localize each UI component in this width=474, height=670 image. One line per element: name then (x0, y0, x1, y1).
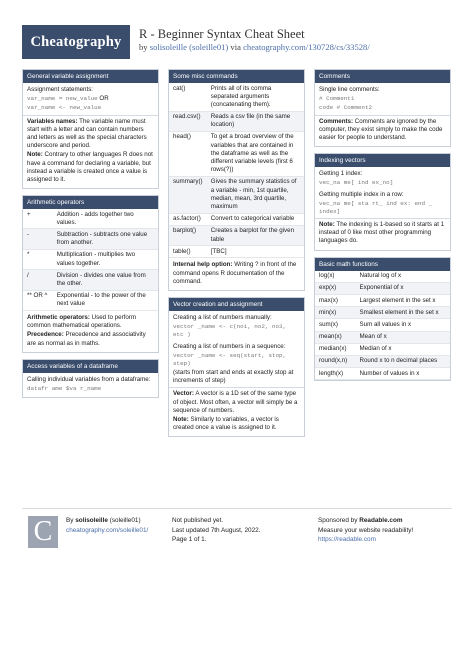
function: log(x) (315, 271, 356, 283)
block-title: Access variables of a dataframe (23, 360, 158, 373)
command-desc: To get a broad overview of the variables that are contained in the dataframe as well as the different variable levels (first 6 rows(?)) (207, 131, 304, 176)
table-row (169, 176, 304, 213)
description: Comments are ignored by the computer, they exist simply to make the code easier for people to understand. (319, 117, 443, 141)
code-snippet: datafr ame $va r_name (27, 384, 102, 392)
block-title: Basic math functions (315, 258, 450, 271)
block-title: Indexing vectors (315, 154, 450, 167)
arithmetic-block (22, 195, 159, 353)
publish-status: Not published yet. (172, 517, 224, 524)
description: Used to perform common mathematical operations. (27, 313, 137, 330)
command: summary() (169, 176, 207, 213)
command: as.factor() (169, 213, 207, 225)
comments-block (314, 69, 451, 147)
last-updated: Last updated 7th August, 2022. (172, 526, 261, 534)
page-title: R - Beginner Syntax Cheat Sheet (139, 27, 305, 41)
command-desc: Prints all of its comma separated arguments (concatenating them). (207, 83, 304, 111)
description: The indexing is 1-based so it starts at 1 instead of 0 like most other programming languages do. (319, 221, 445, 245)
operator: / (23, 270, 53, 290)
bold-label: Internal help option: (173, 261, 233, 269)
code-snippet: vector _name <- c(no1, no2, no3, etc ) (173, 323, 287, 339)
table-row (169, 111, 304, 131)
footer-author-link[interactable]: cheatography.com/soleille01/ (66, 526, 149, 534)
function-desc: Mean of x (356, 331, 451, 343)
code-snippet: vector _name <- seq(start, stop, step) (173, 351, 287, 367)
function-desc: Round x to n decimal places (356, 355, 451, 367)
code-snippet: var_name <- new_value (27, 104, 102, 112)
table-row (169, 213, 304, 225)
code-snippet: vec_na me[ ind ex_no] (319, 179, 394, 187)
misc-commands-table (169, 83, 304, 258)
page-header (22, 25, 452, 61)
block-title: General variable assignment (23, 70, 158, 83)
table-row (315, 343, 450, 355)
function: median(x) (315, 343, 356, 355)
table-row (315, 319, 450, 331)
author-avatar[interactable]: C (28, 516, 58, 548)
description: Getting multiple index in a row: (319, 190, 404, 198)
cheatography-logo[interactable]: Cheatography (22, 25, 130, 59)
code-snippet: var_name = new_value (27, 95, 98, 103)
command-desc: [TBC] (207, 246, 304, 258)
footer-author (66, 516, 148, 535)
byline (139, 42, 370, 53)
page-count: Page 1 of 1. (172, 536, 207, 544)
bold-label: Note: (319, 221, 335, 229)
footer-sponsor (318, 516, 413, 545)
function-desc: Sum all values in x (356, 319, 451, 331)
block-title: Comments (315, 70, 450, 83)
description: Calling individual variables from a dataframe: (27, 375, 151, 383)
footer-publish-info (172, 516, 260, 545)
function: min(x) (315, 307, 356, 319)
operator: - (23, 229, 53, 249)
table-row (23, 249, 158, 269)
block-title: Vector creation and assignment (169, 298, 304, 311)
function: exp(x) (315, 282, 356, 294)
command-desc: Creates a barplot for the given table (207, 225, 304, 245)
operator: ** OR ^ (23, 290, 53, 310)
table-row (315, 368, 450, 380)
bold-label: Note: (27, 151, 43, 159)
bold-label: Arithmetic operators: (27, 313, 90, 321)
table-row (169, 83, 304, 111)
operator-desc: Addition - adds together two values. (53, 209, 158, 229)
table-row (169, 131, 304, 176)
description: Creating a list of numbers in a sequence: (173, 342, 286, 350)
function-desc: Number of values in x (356, 368, 451, 380)
function: sum(x) (315, 319, 356, 331)
access-dataframe-block (22, 359, 159, 398)
command: barplot() (169, 225, 207, 245)
table-row (23, 209, 158, 229)
column-3 (314, 69, 451, 387)
footer-author-name[interactable]: solisoleille (75, 517, 108, 524)
vector-block (168, 297, 305, 437)
description: Getting 1 index: (319, 170, 363, 178)
operator-desc: Subtraction - subtracts one value from another. (53, 229, 158, 249)
or-text: OR (97, 95, 109, 103)
operator-desc: Multiplication - multiplies two values together. (53, 249, 158, 269)
table-row (315, 355, 450, 367)
table-row (315, 282, 450, 294)
block-title: Arithmetic operators (23, 196, 158, 209)
table-row (315, 295, 450, 307)
math-functions-table (315, 271, 450, 381)
block-title: Some misc commands (169, 70, 304, 83)
bold-label: Vector: (173, 390, 194, 398)
operator: + (23, 209, 53, 229)
general-variable-block (22, 69, 159, 189)
command: head() (169, 131, 207, 176)
function: round(x,n) (315, 355, 356, 367)
column-2 (168, 69, 305, 443)
author-link[interactable]: solisoleille (soleille01) (149, 42, 229, 52)
sponsor-name[interactable]: Readable.com (359, 517, 403, 524)
table-row (23, 290, 158, 310)
operator-desc: Division - divides one value from the other. (53, 270, 158, 290)
bold-label: Variables names: (27, 117, 78, 125)
operator-desc: Exponential - to the power of the next value (53, 290, 158, 310)
command-desc: Gives the summary statistics of a variable - min, 1st quartile, median, mean, 3rd quartile, maximum (207, 176, 304, 213)
function: length(x) (315, 368, 356, 380)
code-snippet: code # Comment2 (319, 104, 373, 112)
function-desc: Smallest element in the set x (356, 307, 451, 319)
command: read.csv() (169, 111, 207, 131)
command: cat() (169, 83, 207, 111)
description: Precedence and associativity are as normal as in maths. (27, 331, 146, 347)
by-prefix: by (139, 42, 150, 52)
function: max(x) (315, 295, 356, 307)
by-text: By (66, 517, 76, 524)
table-row (169, 246, 304, 258)
table-row (23, 270, 158, 290)
description: Single line comments: (319, 86, 380, 93)
description: A vector is a 1D set of the same type of object. Most often, a vector will simply be a sequence of numbers. (173, 390, 298, 414)
bold-label: Note: (173, 416, 189, 423)
indexing-block (314, 153, 451, 251)
description: The variable name must start with a letter and can contain numbers and letters as well as the special characters underscore and period. (27, 117, 147, 150)
code-snippet: vec_na me[ sta rt_ ind ex: end _ index] (319, 199, 433, 215)
function: mean(x) (315, 331, 356, 343)
operator: * (23, 249, 53, 269)
table-row (169, 225, 304, 245)
page-footer (22, 508, 452, 548)
command-desc: Reads a csv file (in the same location) (207, 111, 304, 131)
bold-label: Precedence: (27, 331, 64, 339)
code-snippet: # Comment1 (319, 95, 355, 103)
function-desc: Natural log of x (356, 271, 451, 283)
table-row (315, 307, 450, 319)
math-functions-block (314, 257, 451, 382)
assign-label: Assignment statements: (27, 86, 94, 93)
table-row (23, 229, 158, 249)
column-1 (22, 69, 159, 404)
footer-handle: (soleille01) (107, 517, 141, 524)
sponsor-link[interactable]: https://readable.com (318, 536, 376, 544)
function-desc: Largest element in the set x (356, 295, 451, 307)
sponsor-tagline: Measure your website readability! (318, 526, 414, 534)
via-text: via (228, 42, 244, 52)
sheet-url-link[interactable]: cheatography.com/130728/cs/33528/ (243, 42, 370, 52)
description: Similarly to variables, a vector is created once a value is assigned to it. (173, 416, 279, 432)
command: table() (169, 246, 207, 258)
table-row (315, 331, 450, 343)
description: Creating a list of numbers manually: (173, 313, 272, 321)
sponsor-prefix: Sponsored by (318, 517, 360, 524)
table-row (315, 271, 450, 283)
arithmetic-table (23, 209, 158, 311)
description: (starts from start and ends at exactly stop at increments of step) (173, 369, 294, 385)
bold-label: Comments: (319, 117, 354, 125)
description: Writing ? in front of the command opens R documentation of the command. (173, 261, 297, 285)
command-desc: Convert to categorical variable (207, 213, 304, 225)
description: Contrary to other languages R does not have a command for declaring a variable, but instead a variable is created once a value is assigned to it. (27, 151, 153, 183)
misc-commands-block (168, 69, 305, 291)
function-desc: Exponential of x (356, 282, 451, 294)
function-desc: Median of x (356, 343, 451, 355)
